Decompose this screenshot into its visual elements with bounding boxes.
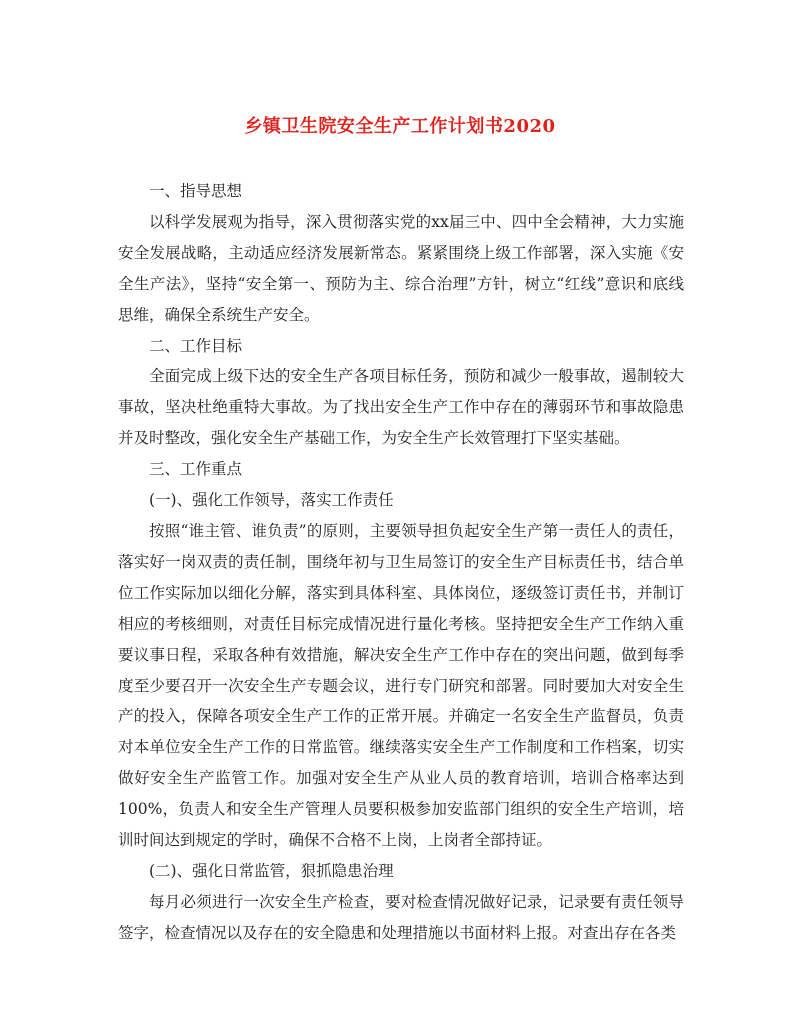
subsection-heading: (二)、强化日常监管，狠抓隐患治理 (149, 861, 394, 880)
section-heading: 二、工作目标 (149, 336, 243, 355)
section-heading: 一、指导思想 (149, 182, 243, 200)
body-paragraph: 每月必须进行一次安全生产检查，要对检查情况做好记录，记录要有责任领导签字，检查情况以及存在的安全隐患和处理措施以书面材料上报。对查出存在各类 (118, 892, 684, 942)
body-paragraph: 以科学发展观为指导，深入贯彻落实党的xx届三中、四中全会精神，大力实施安全发展战略，主动适应经济发展新常态。紧紧围绕上级工作部署，深入实施《安全生产法》，坚持“安全第一、预防为主、综合治理”方针，树立“红线”意识和底线思维，确保全系统生产安全。 (118, 212, 684, 324)
subsection-heading: (一)、强化工作领导，落实工作责任 (149, 491, 394, 510)
document-body (118, 176, 684, 949)
section-heading: 三、工作重点 (149, 460, 243, 479)
body-paragraph: 全面完成上级下达的安全生产各项目标任务，预防和减少一般事故，遏制较大事故，坚决杜绝重特大事故。为了找出安全生产工作中存在的薄弱环节和事故隐患并及时整改，强化安全生产基础工作，为安全生产长效管理打下坚实基础。 (118, 367, 684, 448)
body-paragraph: 按照“谁主管、谁负责”的原则，主要领导担负起安全生产第一责任人的责任，落实好一岗双责的责任制，围绕年初与卫生局签订的安全生产目标责任书，结合单位工作实际加以细化分解，落实到具体科室、具体岗位，逐级签订责任书，并制订相应的考核细则，对责任目标完成情况进行量化考核。坚持把安全生产工作纳入重要议事日程，采取各种有效措施，解决安全生产工作中存在的突出问题，做到每季度至少要召开一次安全生产专题会议，进行专门研究和部署。同时要加大对安全生产的投入，保障各项安全生产工作的正常开展。并确定一名安全生产监督员，负责对本单位安全生产工作的日常监管。继续落实安全生产工作制度和工作档案，切实做好安全生产监管工作。加强对安全生产从业人员的教育培训，培训合格率达到100%，负责人和安全生产管理人员要积极参加安监部门组织的安全生产培训，培训时间达到规定的学时，确保不合格不上岗，上岗者全部持证。 (118, 521, 684, 850)
document-title: 乡镇卫生院安全生产工作计划书2020 (244, 116, 556, 137)
